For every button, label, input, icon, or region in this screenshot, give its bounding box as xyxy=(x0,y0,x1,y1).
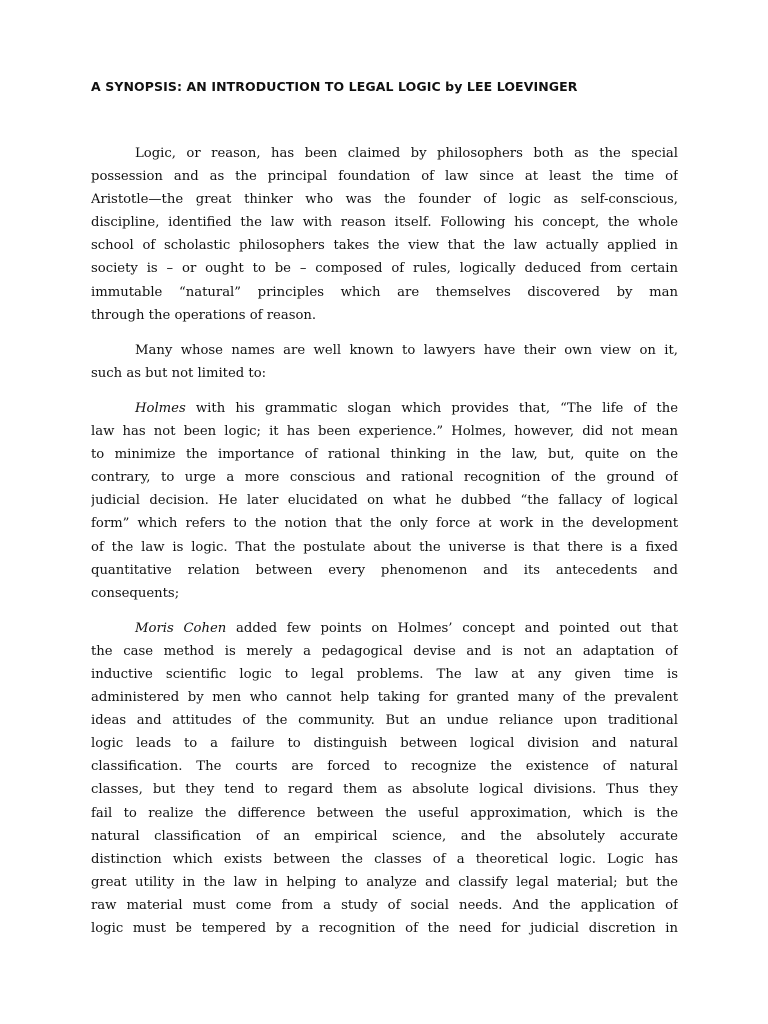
text-line: classes, but they tend to regard them as absolute logical divisions. Thus they xyxy=(91,782,678,798)
text-line: classification. The courts are forced to recognize the existence of natural xyxy=(91,759,678,775)
text-line: fail to realize the difference between the useful approximation, which is the xyxy=(91,805,678,821)
text-line: form” which refers to the notion that the only force at work in the development xyxy=(91,516,678,532)
text-line xyxy=(91,397,678,420)
paragraph-many-whose-names xyxy=(91,339,678,385)
text-line: law has not been logic; it has been experience.” Holmes, however, did not mean xyxy=(91,424,678,440)
text-line: logic leads to a failure to distinguish between logical division and natural xyxy=(91,736,678,752)
text-line: contrary, to urge a more conscious and rational recognition of the ground of xyxy=(91,470,678,486)
text-line: raw material must come from a study of social needs. And the application of xyxy=(91,897,678,913)
text-span: with his grammatic slogan which provides that, “The life of the xyxy=(185,400,678,416)
text-line: quantitative relation between every phenomenon and its antecedents and xyxy=(91,562,678,578)
text-line: the case method is merely a pedagogical devise and is not an adaptation of xyxy=(91,643,678,659)
text-line: such as but not limited to: xyxy=(91,365,267,381)
text-line: immutable “natural” principles which are themselves discovered by man xyxy=(91,284,678,300)
name-holmes: Holmes xyxy=(135,400,186,416)
text-line: through the operations of reason. xyxy=(91,307,317,323)
name-moris-cohen: Moris Cohen xyxy=(135,620,227,636)
text-line: school of scholastic philosophers takes the view that the law actually applied in xyxy=(91,238,678,254)
text-line: of the law is logic. That the postulate about the universe is that there is a fixed xyxy=(91,539,678,555)
text-span: added few points on Holmes’ concept and pointed out that xyxy=(226,620,678,636)
paragraph-logic-or-reason xyxy=(91,142,678,327)
document-body xyxy=(91,142,678,952)
text-line: great utility in the law in helping to analyze and classify legal material; but the xyxy=(91,874,678,890)
paragraph-holmes xyxy=(91,397,678,605)
text-line: distinction which exists between the classes of a theoretical logic. Logic has xyxy=(91,851,678,867)
text-line xyxy=(91,617,678,640)
text-line: Many whose names are well known to lawyers have their own view on it, xyxy=(135,342,678,358)
text-line: administered by men who cannot help taking for granted many of the prevalent xyxy=(91,690,678,706)
text-line: possession and as the principal foundation of law since at least the time of xyxy=(91,169,678,185)
text-line: judicial decision. He later elucidated on what he dubbed “the fallacy of logical xyxy=(91,493,678,509)
text-line: discipline, identified the law with reason itself. Following his concept, the whole xyxy=(91,215,678,231)
text-line: Logic, or reason, has been claimed by philosophers both as the special xyxy=(135,146,678,161)
text-line: society is – or ought to be – composed of rules, logically deduced from certain xyxy=(91,261,678,277)
text-line: logic must be tempered by a recognition of the need for judicial discretion in xyxy=(91,921,678,936)
text-line: inductive scientific logic to legal problems. The law at any given time is xyxy=(91,666,678,682)
text-line: ideas and attitudes of the community. But an undue reliance upon traditional xyxy=(91,713,678,729)
document-title: A SYNOPSIS: AN INTRODUCTION TO LEGAL LOGIC by LEE LOEVINGER xyxy=(91,79,578,94)
paragraph-moris-cohen xyxy=(91,617,678,940)
text-line: Aristotle—the great thinker who was the founder of logic as self-conscious, xyxy=(91,192,678,208)
text-line: natural classification of an empirical science, and the absolutely accurate xyxy=(91,828,678,844)
text-line: consequents; xyxy=(91,585,180,601)
text-line: to minimize the importance of rational thinking in the law, but, quite on the xyxy=(91,447,678,463)
